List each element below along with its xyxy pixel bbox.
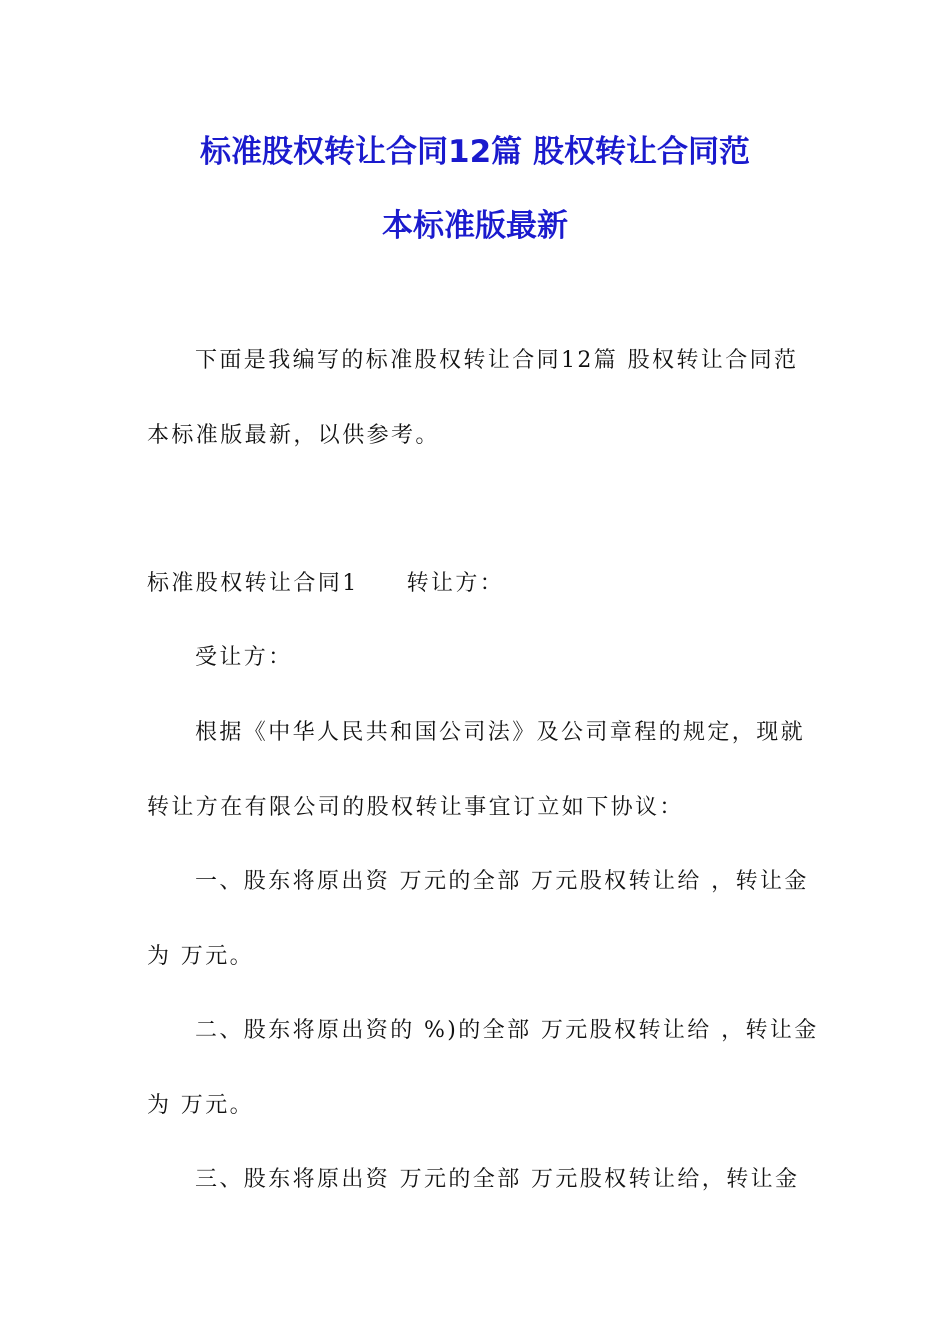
intro-paragraph-line-1: 下面是我编写的标准股权转让合同12篇 股权转让合同范 <box>195 348 799 373</box>
clause-1-line-1: 一、股东将原出资 万元的全部 万元股权转让给 ，转让金 <box>195 869 809 894</box>
transferor-label: 转让方： <box>406 571 505 596</box>
contract-heading: 标准股权转让合同1 <box>147 571 359 596</box>
document-title-line-1: 标准股权转让合同12篇 股权转让合同范 <box>200 134 750 170</box>
clause-2-line-1: 二、股东将原出资的 %)的全部 万元股权转让给 ，转让金 <box>195 1018 819 1043</box>
contract-heading-line <box>147 569 504 599</box>
basis-paragraph-line-1: 根据《中华人民共和国公司法》及公司章程的规定，现就 <box>195 720 806 745</box>
clause-1-line-2: 为 万元。 <box>147 944 254 969</box>
document-title-line-2: 本标准版最新 <box>382 208 568 244</box>
clause-2-line-2: 为 万元。 <box>147 1093 254 1118</box>
basis-paragraph-line-2: 转让方在有限公司的股权转让事宜订立如下协议： <box>147 795 684 820</box>
clause-3-line-1: 三、股东将原出资 万元的全部 万元股权转让给，转让金 <box>195 1167 800 1192</box>
intro-paragraph-line-2: 本标准版最新，以供参考。 <box>147 423 440 448</box>
transferee-label: 受让方： <box>195 645 293 670</box>
